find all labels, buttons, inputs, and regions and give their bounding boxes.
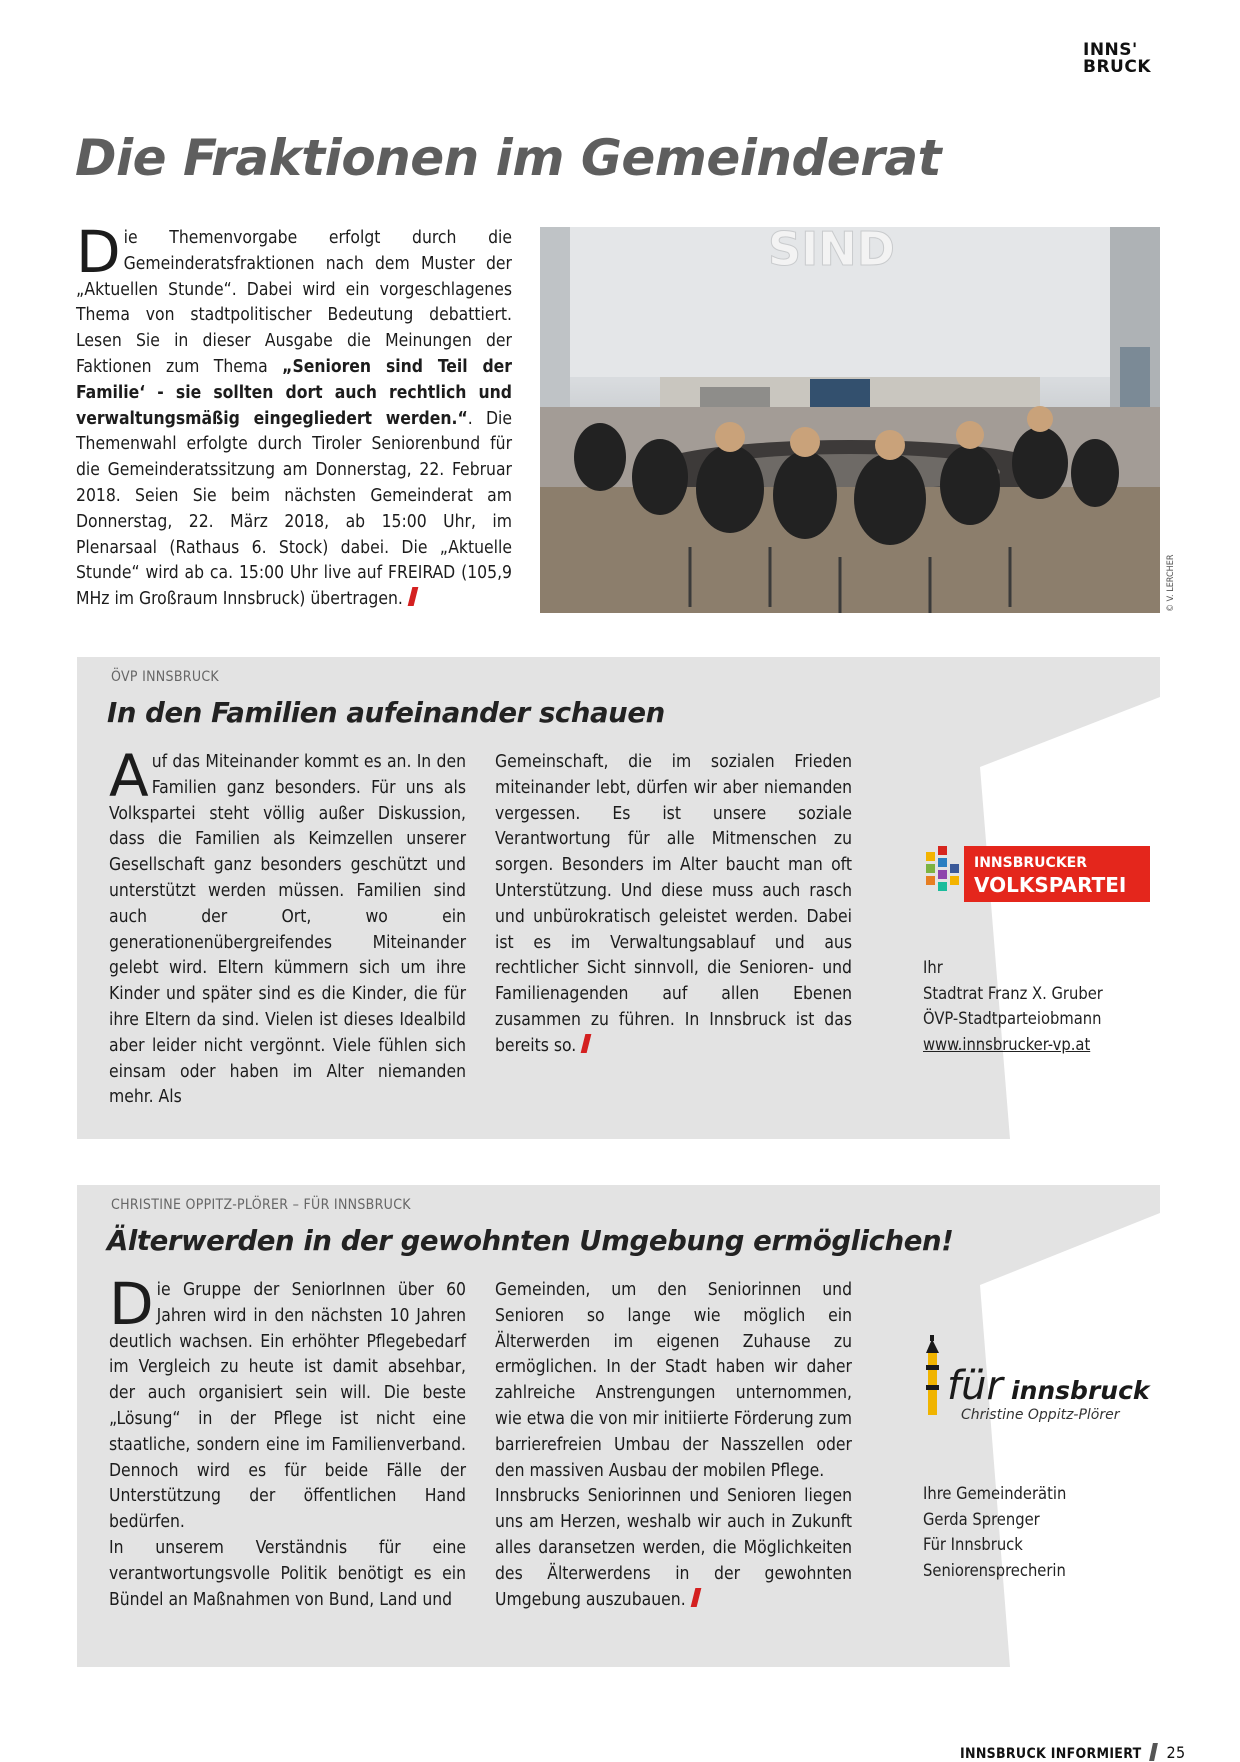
column-2-text-b: Innsbrucks Seniorinnen und Senioren liegen uns am Herzen, weshalb wir auch in Zukunft alles daransetzen werden, die Möglichkeiten des Älterwerdens in der gewohnten Umgebung auszubauen. [495, 1486, 852, 1610]
council-chamber-photo [540, 227, 1160, 613]
column-2 [495, 1278, 852, 1613]
page-number: 25 [1166, 1743, 1186, 1762]
signature-line-3: ÖVP-Stadtparteiobmann [923, 1009, 1102, 1029]
section-title: Älterwerden in der gewohnten Umgebung ermöglichen! [107, 1225, 954, 1257]
column-1 [109, 1270, 466, 1613]
section-dropcap: A [109, 742, 149, 810]
section-kicker: ÖVP INNSBRUCK [111, 669, 219, 685]
signature-line-4: Seniorensprecherin [923, 1560, 1066, 1580]
column-2 [495, 750, 852, 1060]
innsbruck-logo [1083, 42, 1163, 76]
signature-line-1: Ihre Gemeinderätin [923, 1484, 1067, 1503]
logo-text-line-1: INNSBRUCKER [974, 855, 1088, 871]
volkspartei-logo [922, 842, 1154, 906]
signature-line-3: Für Innsbruck [923, 1535, 1023, 1555]
page-title: Die Fraktionen im Gemeinderat [75, 129, 942, 187]
section-kicker: CHRISTINE OPPITZ-PLÖRER – FÜR INNSBRUCK [111, 1197, 411, 1213]
logo-word-fuer: für [947, 1363, 1003, 1409]
end-mark-icon [581, 1034, 592, 1053]
intro-topic-bold: „Senioren sind Teil der Familie‘ - sie sollten dort auch rechtlich und verwaltungsmäßig eingegliedert werden.“ [76, 356, 512, 429]
photo-credit: © V. LERCHER [1166, 554, 1176, 612]
signature-line-2: Gerda Sprenger [923, 1509, 1040, 1529]
column-1-text-b: In unserem Verständnis für eine verantwortungsvolle Politik benötigt es ein Bündel an Maßnahmen von Bund, Land und [109, 1537, 466, 1610]
photo-illustration [540, 227, 1160, 613]
column-1 [109, 742, 466, 1111]
intro-text-2: . Die Themenwahl erfolgte durch Tiroler Seniorenbund für die Gemeinderatssitzung am Donnerstag, 22. Februar 2018. Seien Sie beim nächsten Gemeinderat am Donnerstag, 22. März 2018, ab 15:00 Uhr, im Plenarsaal (Rathaus 6. Stock) dabei. Die „Aktuelle Stunde“ wird ab ca. 15:00 Uhr live auf FREIRAD (105,9 MHz im Großraum Innsbruck) übertragen. [76, 408, 512, 610]
tower-icon [926, 1335, 939, 1415]
section-dropcap: D [109, 1270, 154, 1338]
logo-word-innsbruck: innsbruck [1011, 1376, 1150, 1405]
column-2-text-a: Gemeinden, um den Seniorinnen und Senioren so lange wie möglich ein Älterwerden im eigenen Zuhause zu ermöglichen. In der Stadt haben wir daher zahlreiche Anstrengungen unternommen, wie etwa die von mir initiierte Förderung zum barrierefreien Umbau der Nasszellen oder den massiven Ausbau der mobilen Pflege. [495, 1280, 852, 1481]
footer-divider [1150, 1743, 1159, 1761]
section-title: In den Familien aufeinander schauen [107, 697, 665, 729]
logo-line-2: BRUCK [1083, 57, 1152, 77]
logo-line-1: INNS' [1083, 40, 1138, 60]
intro-dropcap: D [76, 218, 121, 286]
column-2-text: Gemeinschaft, die im sozialen Frieden miteinander lebt, dürfen wir aber niemanden vergessen. Es ist unsere soziale Verantwortung für alle Mitmenschen zu sorgen. Besonders im Alter baucht man oft Unterstützung. Und diese muss auch rasch und unbürokratisch geleistet werden. Dabei ist es im Verwaltungsablauf und aus rechtlicher Sicht sinnvoll, die Senioren- und Familienagenden auf allen Ebenen zusammen zu führen. In Innsbruck ist das bereits so. [495, 752, 852, 1056]
logo-name: Christine Oppitz-Plörer [961, 1407, 1120, 1423]
fuer-innsbruck-logo [919, 1335, 1151, 1431]
signature-line-1: Ihr [923, 958, 943, 977]
logo-text-line-2: VOLKSPARTEI [974, 873, 1127, 897]
footer-label: INNSBRUCK INFORMIERT [960, 1746, 1142, 1762]
intro-paragraph [76, 218, 512, 613]
signature-block [923, 955, 1103, 1057]
photo-wall-text: SIND [768, 227, 895, 276]
section-fuer-innsbruck [77, 1185, 1160, 1667]
signature-block [923, 1481, 1066, 1583]
column-1-text: uf das Miteinander kommt es an. In den Familien ganz besonders. Für uns als Volkspartei steht völlig außer Diskussion, dass die Familien als Keimzellen unserer Gesellschaft ganz besonders geschützt und unterstützt werden müssen. Familien sind auch der Ort, wo ein generationenübergreifendes Miteinander gelebt wird. Eltern kümmern sich um ihre Kinder und später sind es die Kinder, die für ihre Eltern da sind. Vielen ist dieses Idealbild aber leider nicht vergönnt. Viele fühlen sich einsam oder haben im Alter niemanden mehr. Als [109, 752, 466, 1108]
page-footer [960, 1743, 1185, 1762]
end-mark-icon [690, 1588, 701, 1607]
signature-line-2: Stadtrat Franz X. Gruber [923, 983, 1103, 1003]
website-link[interactable]: www.innsbrucker-vp.at [923, 1034, 1091, 1054]
end-mark-icon [408, 587, 419, 606]
intro-text-1: ie Themenvorgabe erfolgt durch die Gemeinderatsfraktionen nach dem Muster der „Aktuellen Stunde“. Dabei wird ein vorgeschlagenes Thema von stadtpolitischer Bedeutung debattiert. Lesen Sie in dieser Ausgabe die Meinungen der Faktionen zum Thema [76, 228, 512, 377]
column-1-text-a: ie Gruppe der SeniorInnen über 60 Jahren wird in den nächsten 10 Jahren deutlich wachsen. Ein erhöhter Pflegebedarf im Vergleich zu heute ist damit absehbar, der auch organisiert sein will. Die beste „Lösung“ in der Pflege ist nicht eine staatliche, sondern eine im Familienverband. Dennoch wird es für beide Fälle der Unterstützung der öffentlichen Hand bedürfen. [109, 1280, 466, 1533]
section-oevp [77, 657, 1160, 1139]
